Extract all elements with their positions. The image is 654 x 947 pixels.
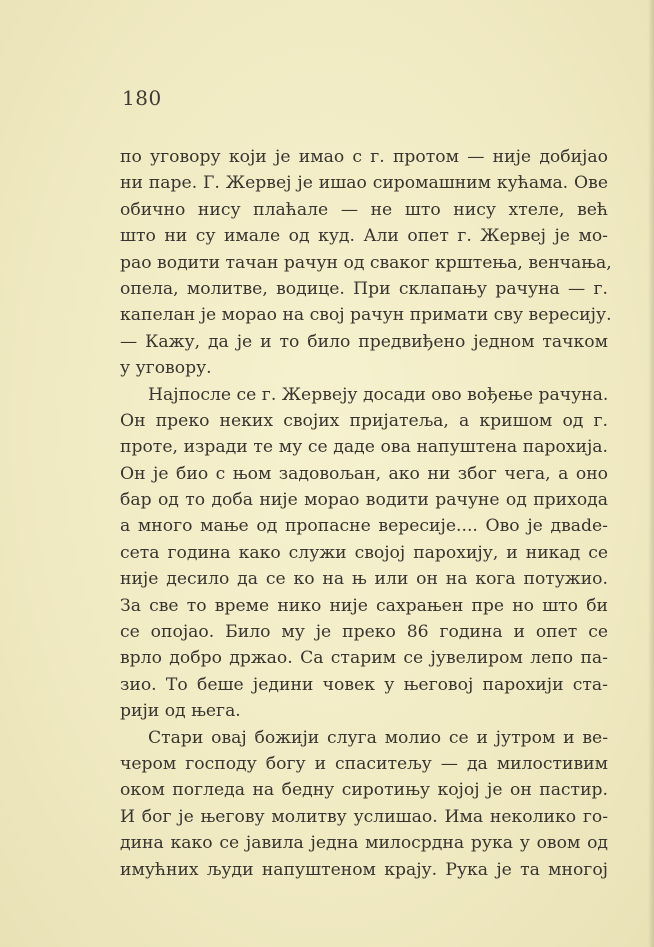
text-line: у уговору. [120,358,212,379]
text-line: оком погледа на бедну сиротињу којој је он пастир. [120,780,608,801]
text-line: Стари овај божији слуга молио се и јутром и ве- [148,727,608,748]
text-line: бар од то доба није морао водити рачуне од прихода [120,490,608,511]
text-line: рао водити тачан рачун од сваког крштења, венчања, [120,252,612,273]
text-line: зио. То беше једини човек у његовој парохији ста- [120,674,608,695]
text-line: Најпосле се г. Жервеју досади ово вођење рачуна. [148,384,609,405]
page-number: 180 [122,86,162,110]
text-line: Он преко неких својих пријатеља, а кришом од г. [120,410,608,431]
text-line: сета година како служи својој парохију, и никад се [120,542,608,563]
text-line: дина како се јавила једна милосрдна рука у овом од [120,833,608,854]
text-line: капелан је морао на свој рачун примати сву вересију. [120,305,612,326]
text-line: ни паре. Г. Жервеј је ишао сиромашним кућама. Ове [120,173,608,194]
text-line: опела, молитве, водице. При склапању рачуна — г. [120,278,608,299]
text-line: — Кажу, да је и то било предвиђено једном тачком [120,331,608,352]
text-line: што ни су имале од куд. Али опет г. Жервеј је мо- [120,226,608,247]
text-line: чером господу богу и спаситељу — да милостивим [120,753,608,774]
text-line: Он је био с њом задовољан, ако ни због чега, а оно [120,463,608,484]
text-line: по уговору који је имао с г. протом — није добијао [120,147,608,167]
text-line: врло добро држао. Са старим се јувелиром лепо па- [120,648,608,669]
text-line: рији од њега. [120,701,241,722]
page-edge-shadow [648,0,654,947]
text-line: обично нису плаћале — не што нису хтеле, већ [120,199,608,220]
text-line: се опојао. Било му је преко 86 година и опет се [120,622,608,643]
text-line: И бог је његову молитву услишао. Има неколико го- [120,806,608,827]
text-line: а много мање од пропасне вересије.... Ово је двade- [120,516,608,537]
text-line: није десило да се ко на њ или он на кога потужио. [120,569,608,590]
text-line: проте, изради те му се даде ова напуштена парохија. [120,437,608,458]
text-line: имућних људи напуштеном крају. Рука је та многој [120,859,608,880]
text-line: За све то време нико није сахрањен пре но што би [120,595,608,616]
body-text [120,144,612,883]
